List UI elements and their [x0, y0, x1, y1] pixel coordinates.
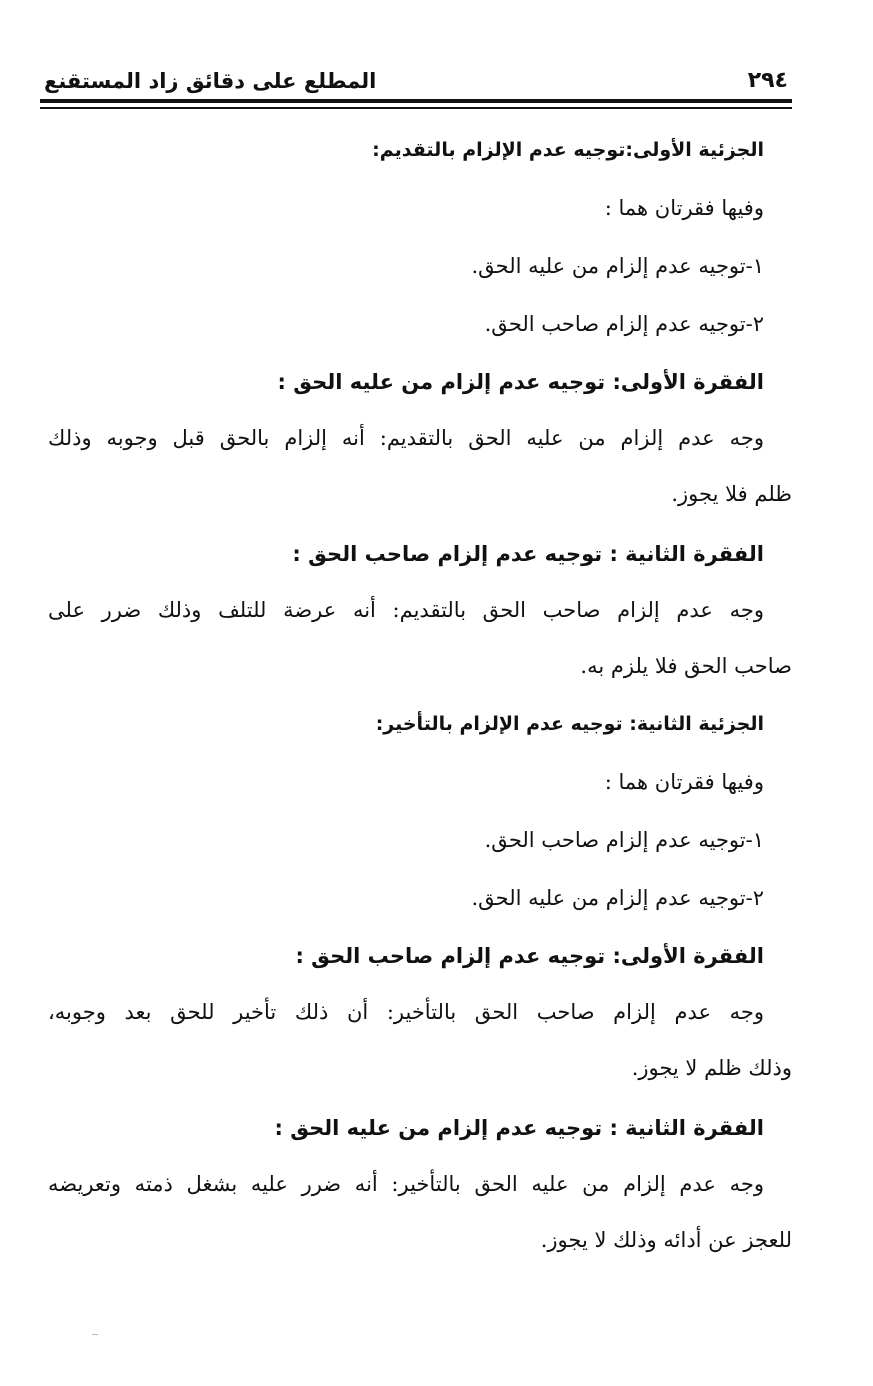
part2-list-item-1: ١-توجيه عدم إلزام صاحب الحق. [484, 828, 764, 852]
part2-section2-paragraph-line1: وجه عدم إلزام من عليه الحق بالتأخير: أنه ضرر عليه بشغل ذمته وتعريضه [48, 1172, 764, 1196]
part2-section1-paragraph-line2: وذلك ظلم لا يجوز. [631, 1056, 792, 1080]
part1-section1-heading: الفقرة الأولى: توجيه عدم إلزام من عليه الحق : [277, 370, 764, 394]
running-header-title: المطلع على دقائق زاد المستقنع [44, 69, 377, 93]
part2-section2-paragraph-line2: للعجز عن أدائه وذلك لا يجوز. [540, 1228, 792, 1252]
part1-section2-paragraph-line2: صاحب الحق فلا يلزم به. [580, 654, 792, 678]
part1-heading: الجزئية الأولى:توجيه عدم الإلزام بالتقديم: [372, 139, 764, 161]
header-rule-thick [40, 99, 792, 103]
part2-intro: وفيها فقرتان هما : [604, 770, 764, 794]
running-header [40, 66, 792, 98]
part1-list-item-1: ١-توجيه عدم إلزام من عليه الحق. [471, 254, 764, 278]
part2-heading: الجزئية الثانية: توجيه عدم الإلزام بالتأخير: [375, 713, 764, 735]
part2-section1-paragraph-line1: وجه عدم إلزام صاحب الحق بالتأخير: أن ذلك تأخير للحق بعد وجوبه، [48, 1000, 764, 1024]
part1-section2-paragraph-line1: وجه عدم إلزام صاحب الحق بالتقديم: أنه عرضة للتلف وذلك ضرر على [48, 598, 764, 622]
part2-section1-heading: الفقرة الأولى: توجيه عدم إلزام صاحب الحق : [295, 944, 764, 968]
scan-speck [92, 1334, 98, 1335]
page-body [48, 126, 792, 1274]
part2-list-item-2: ٢-توجيه عدم إلزام من عليه الحق. [471, 886, 764, 910]
part1-section1-paragraph-line1: وجه عدم إلزام من عليه الحق بالتقديم: أنه إلزام بالحق قبل وجوبه وذلك [48, 426, 764, 450]
part1-intro: وفيها فقرتان هما : [604, 196, 764, 220]
part2-section2-heading: الفقرة الثانية : توجيه عدم إلزام من عليه الحق : [274, 1116, 764, 1140]
page-number: ٢٩٤ [747, 68, 788, 93]
part1-section1-paragraph-line2: ظلم فلا يجوز. [671, 482, 792, 506]
part1-section2-heading: الفقرة الثانية : توجيه عدم إلزام صاحب الحق : [292, 542, 764, 566]
part1-list-item-2: ٢-توجيه عدم إلزام صاحب الحق. [484, 312, 764, 336]
header-rule-thin [40, 107, 792, 109]
